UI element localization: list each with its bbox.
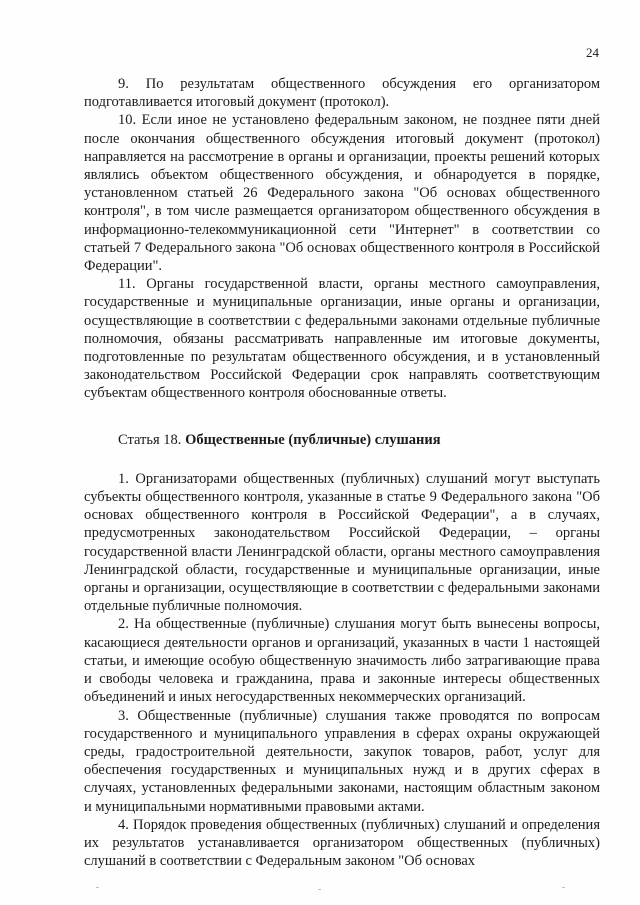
article-heading [84,431,600,449]
article-item-1: 1. Организаторами общественных (публичных) слушаний могут выступать субъекты общественного контроля, указанные в статье 9 Федерального закона "Об основах общественного контроля в Российской Федерации", а в случаях, предусмотренных законодательством Российской Федерации, – органы государственной власти Ленинградской области, органы местного самоуправления Ленинградской области, государственные и муниципальные организации, иные органы и организации, осуществляющие в соответствии с федеральными законами отдельные публичные полномочия. [84,470,600,615]
article-number: Статья 18. [118,431,182,448]
paragraph-11: 11. Органы государственной власти, органы местного самоуправления, государственные и муниципальные организации, иные органы и организации, осуществляющие в соответствии с федеральными законами отдельные публичные полномочия, обязаны рассматривать направленные им итоговые документы, подготовленные по результатам общественного обсуждения, и в установленный законодательством Российской Федерации срок направлять соответствующим субъектам общественного контроля обоснованные ответы. [84,276,600,402]
scan-speck [562,887,565,888]
document-body [84,75,600,870]
article-item-3: 3. Общественные (публичные) слушания также проводятся по вопросам государственного и муниципального управления в сферах охраны окружающей среды, градостроительной деятельности, закупок товаров, работ, услуг для обеспечения государственных и муниципальных нужд и в других сферах в случаях, установленных федеральными законами, настоящим областным законом и муниципальными нормативными правовыми актами. [84,707,600,815]
paragraph-10: 10. Если иное не установлено федеральным законом, не позднее пяти дней после окончания общественного обсуждения итоговый документ (протокол) направляется на рассмотрение в органы и организации, проекты решений которых являлись объектом общественного обсуждения, и обнародуется в порядке, установленном статьей 26 Федерального закона "Об основах общественного контроля", в том числе размещается организатором общественного обсуждения в информационно-телекоммуникационной сети "Интернет" в соответствии со статьей 7 Федерального закона "Об основах общественного контроля в Российской Федерации". [84,112,600,275]
scan-speck [96,887,99,888]
paragraph-9: 9. По результатам общественного обсуждения его организатором подготавливается итоговый документ (протокол). [84,76,600,111]
article-item-4: 4. Порядок проведения общественных (публичных) слушаний и определения их результатов устанавливается организатором общественных (публичных) слушаний в соответствии с Федеральным законом "Об основах [84,816,600,870]
page-number: 24 [586,45,599,60]
scan-speck [318,889,321,890]
article-item-2: 2. На общественные (публичные) слушания могут быть вынесены вопросы, касающиеся деятельности органов и организаций, указанных в части 1 настоящей статьи, и имеющие особую общественную значимость либо затрагивающие права и свободы человека и гражданина, права и законные интересы общественных объединений и иных негосударственных некоммерческих организаций. [84,616,600,706]
article-title: Общественные (публичные) слушания [185,431,441,448]
